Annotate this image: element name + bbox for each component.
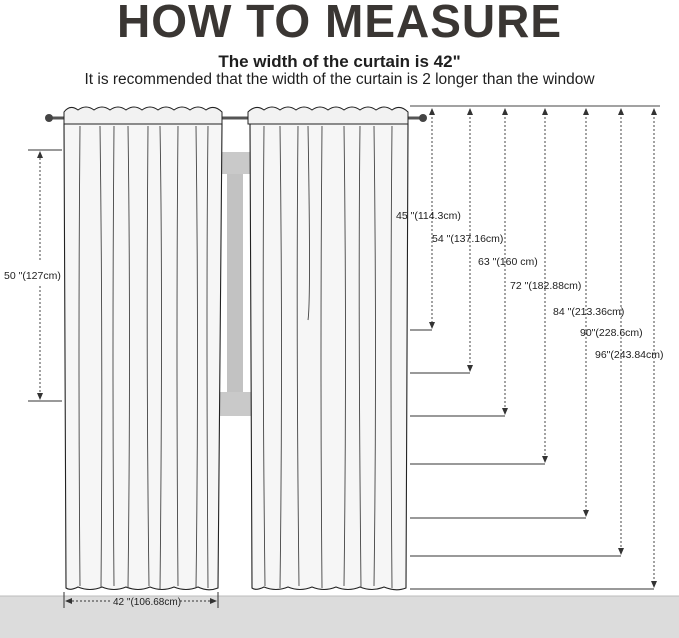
curtain-width-heading: The width of the curtain is 42" <box>218 52 461 71</box>
length-arrow-bottom-45 <box>429 322 435 329</box>
recommendation-note: It is recommended that the width of the curtain is 2 longer than the window <box>84 71 595 88</box>
length-arrow-top-72 <box>542 108 548 115</box>
length-label-84: 84 "(213.36cm) <box>553 306 625 318</box>
right-curtain-panel <box>248 107 408 590</box>
length-label-90: 90"(228.6cm) <box>580 327 643 339</box>
length-arrow-bottom-96 <box>651 581 657 588</box>
length-dimensions <box>396 108 664 589</box>
length-arrow-bottom-72 <box>542 456 548 463</box>
length-label-54: 54 "(137.16cm) <box>432 233 504 245</box>
length-label-72: 72 "(182.88cm) <box>510 280 582 292</box>
length-arrow-top-63 <box>502 108 508 115</box>
window-height-label: 50 "(127cm) <box>4 270 61 282</box>
length-arrow-top-84 <box>583 108 589 115</box>
floor <box>0 596 679 638</box>
length-label-96: 96"(243.84cm) <box>595 349 664 361</box>
length-arrow-bottom-84 <box>583 510 589 517</box>
length-arrow-top-96 <box>651 108 657 115</box>
window-frame <box>219 152 251 416</box>
length-label-63: 63 "(160 cm) <box>478 256 538 268</box>
left-curtain-panel <box>64 107 222 590</box>
length-arrow-bottom-63 <box>502 408 508 415</box>
length-arrow-top-45 <box>429 108 435 115</box>
length-arrow-top-54 <box>467 108 473 115</box>
length-arrow-bottom-90 <box>618 548 624 555</box>
curtain-width-label: 42 "(106.68cm) <box>113 597 182 608</box>
length-arrow-bottom-54 <box>467 365 473 372</box>
length-arrow-top-90 <box>618 108 624 115</box>
page-title: HOW TO MEASURE <box>116 0 563 47</box>
length-label-45: 45 "(114.3cm) <box>396 210 461 222</box>
